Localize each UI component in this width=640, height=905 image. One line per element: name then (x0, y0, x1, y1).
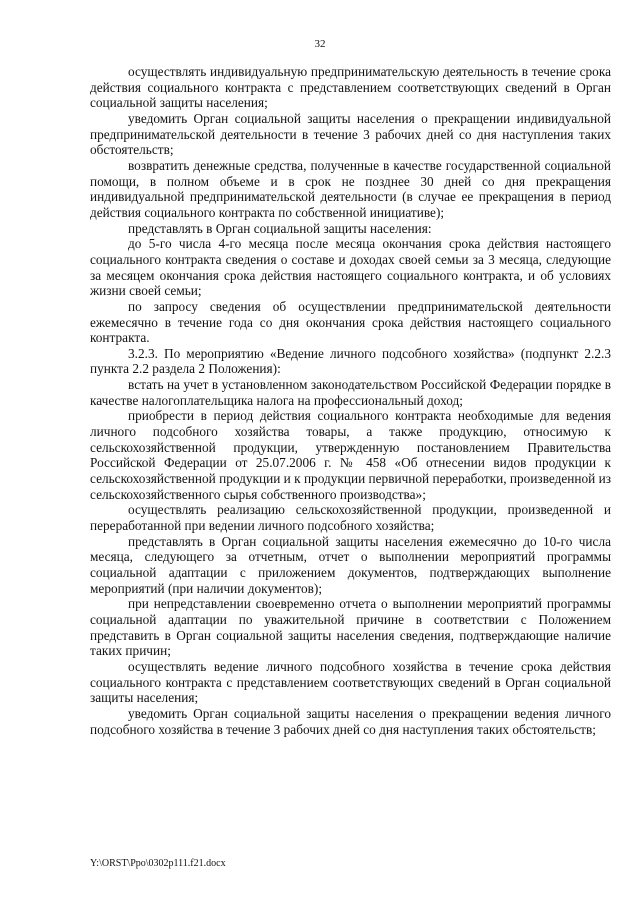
paragraph: по запросу сведения об осуществлении предпринимательской деятельности ежемесячно в течение года со дня окончания срока действия настоящего социального контракта. (90, 298, 611, 346)
paragraph: возвратить денежные средства, полученные в качестве государственной социальной помощи, в полном объеме и в срок не позднее 30 дней со дня прекращения индивидуальной предпринимательской деятельности (в случае ее прекращения в период действия социального контракта по собственной инициативе); (90, 157, 611, 220)
paragraph: до 5-го числа 4-го месяца после месяца окончания срока действия настоящего социального контракта сведения о составе и доходах своей семьи за 3 месяца, следующие за месяцем окончания срока действия настоящего социального контракта, и об условиях жизни своей семьи; (90, 236, 611, 299)
paragraph: уведомить Орган социальной защиты населения о прекращении ведения личного подсобного хозяйства в течение 3 рабочих дней со дня наступления таких обстоятельств; (90, 705, 611, 737)
paragraph: представлять в Орган социальной защиты населения ежемесячно до 10-го числа месяца, следующего за отчетным, отчет о выполнении мероприятий программы социальной адаптации с приложением документов, подтверждающих выполнение мероприятий (при наличии документов); (90, 533, 611, 596)
paragraph: 3.2.3. По мероприятию «Ведение личного подсобного хозяйства» (подпункт 2.2.3 пункта 2.2 раздела 2 Положения): (90, 345, 611, 377)
document-body (90, 64, 611, 737)
paragraph: уведомить Орган социальной защиты населения о прекращении индивидуальной предпринимательской деятельности в течение 3 рабочих дней со дня наступления таких обстоятельств; (90, 110, 611, 158)
paragraph: представлять в Орган социальной защиты населения: (128, 220, 432, 236)
paragraph: осуществлять индивидуальную предпринимательскую деятельность в течение срока действия социального контракта с представлением соответствующих сведений в Орган социальной защиты населения; (90, 64, 611, 111)
page-number: 32 (314, 38, 326, 50)
paragraph: встать на учет в установленном законодательством Российской Федерации порядке в качестве налогоплательщика налога на профессиональный доход; (90, 377, 611, 408)
paragraph: приобрести в период действия социального контракта необходимые для ведения личного подсобного хозяйства товары, а также продукцию, относимую к сельскохозяйственной продукции, утвержденную постановлением Правительства Российской Федерации от 25.07.2006 г. № 458 «Об отнесении видов продукции к сельскохозяйственной продукции и к продукции первичной переработки, произведенной из сельскохозяйственного сырья собственного производства»; (90, 408, 611, 502)
paragraph: при непредставлении своевременно отчета о выполнении мероприятий программы социальной адаптации по уважительной причине в соответствии с Положением представить в Орган социальной защиты населения сведения, подтверждающие наличие таких причин; (90, 596, 611, 659)
paragraph: осуществлять реализацию сельскохозяйственной продукции, произведенной и переработанной при ведении личного подсобного хозяйства; (90, 502, 611, 534)
file-path-footer: Y:\ORST\Ppo\0302p111.f21.docx (90, 858, 226, 869)
paragraph: осуществлять ведение личного подсобного хозяйства в течение срока действия социального контракта с представлением соответствующих сведений в Орган социальной защиты населения; (90, 658, 611, 706)
